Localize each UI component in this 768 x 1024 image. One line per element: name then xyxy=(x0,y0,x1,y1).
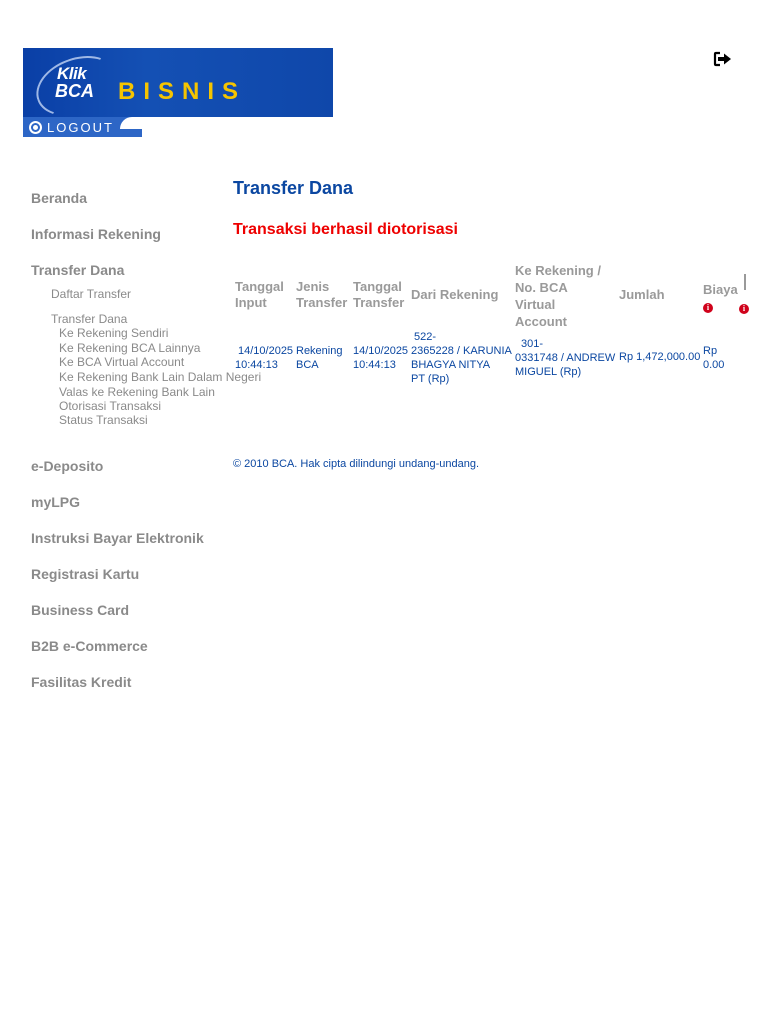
sidebar-link-otorisasi-transaksi[interactable]: Otorisasi Transaksi xyxy=(59,399,162,413)
logo-klik-text: Klik xyxy=(57,64,87,83)
sidebar-item-beranda[interactable]: Beranda xyxy=(31,190,88,206)
sidebar-item-mylpg[interactable]: myLPG xyxy=(31,494,81,510)
brand-title: BISNIS xyxy=(118,78,247,105)
sidebar-item-registrasi-kartu[interactable]: Registrasi Kartu xyxy=(31,566,140,582)
cell-biaya: Rp 0.00 xyxy=(703,345,725,371)
column-header-tanggal-input: Tanggal Input xyxy=(235,279,284,310)
sidebar-link-status-transaksi[interactable]: Status Transaksi xyxy=(59,413,148,427)
sidebar-link-ke-rekening-sendiri[interactable]: Ke Rekening Sendiri xyxy=(59,326,169,340)
cell-dari-rekening: 522- 2365228 / KARUNIA BHAGYA NITYA PT (Rp) xyxy=(411,331,512,385)
column-header-tanggal-transfer: Tanggal Transfer xyxy=(353,279,405,310)
radio-circle-icon xyxy=(29,121,42,134)
info-circle-icon[interactable]: i xyxy=(703,303,713,313)
page-title: Transfer Dana xyxy=(233,178,354,198)
column-header-biaya: Biaya i xyxy=(703,282,738,312)
column-header-cutoff xyxy=(743,274,768,315)
cell-tanggal-input: 14/10/2025 10:44:13 xyxy=(235,345,294,371)
sidebar-item-informasi-rekening[interactable]: Informasi Rekening xyxy=(31,226,161,242)
header-banner xyxy=(23,48,333,117)
klikbca-logo xyxy=(33,54,119,110)
sidebar-item-b2b-ecommerce[interactable]: B2B e-Commerce xyxy=(31,638,148,654)
sidebar-subitem-daftar-transfer[interactable]: Daftar Transfer xyxy=(51,287,132,301)
status-message: Transaksi berhasil diotorisasi xyxy=(233,221,458,238)
cell-ke-rekening: 301- 0331748 / ANDREW MIGUEL (Rp) xyxy=(515,338,616,378)
cell-jenis-transfer: Rekening BCA xyxy=(296,345,343,371)
cell-tanggal-transfer: 14/10/2025 10:44:13 xyxy=(353,345,409,371)
sidebar-link-ke-rekening-bca-lainnya[interactable]: Ke Rekening BCA Lainnya xyxy=(59,341,201,355)
sidebar-item-transfer-dana[interactable]: Transfer Dana xyxy=(31,262,125,278)
sidebar-item-e-deposito[interactable]: e-Deposito xyxy=(31,458,104,474)
column-header-jenis-transfer: Jenis Transfer xyxy=(296,279,348,310)
column-header-jumlah: Jumlah xyxy=(619,287,665,302)
cell-jumlah: Rp 1,472,000.00 xyxy=(619,351,701,363)
sidebar-item-instruksi-bayar-elektronik[interactable]: Instruksi Bayar Elektronik xyxy=(31,530,204,546)
logout-label: LOGOUT xyxy=(47,119,114,135)
logo-bca-text: BCA xyxy=(55,81,94,101)
sidebar-item-business-card[interactable]: Business Card xyxy=(31,602,130,618)
info-circle-icon[interactable]: i xyxy=(739,304,749,314)
sidebar-item-fasilitas-kredit[interactable]: Fasilitas Kredit xyxy=(31,674,132,690)
copyright-footer: © 2010 BCA. Hak cipta dilindungi undang-undang. xyxy=(233,458,479,470)
sidebar-link-ke-bca-virtual-account[interactable]: Ke BCA Virtual Account xyxy=(59,355,185,369)
sidebar-link-ke-rekening-bank-lain[interactable]: Ke Rekening Bank Lain Dalam Negeri xyxy=(59,370,262,384)
logout-tab-curve xyxy=(120,117,144,129)
truncated-header-fragment xyxy=(744,274,768,290)
column-header-ke-rekening: Ke Rekening / No. BCA Virtual Account xyxy=(515,263,601,329)
sidebar-link-valas-ke-rekening-bank-lain[interactable]: Valas ke Rekening Bank Lain xyxy=(59,385,215,399)
column-header-dari-rekening: Dari Rekening xyxy=(411,287,499,302)
sidebar-subitem-transfer-dana[interactable]: Transfer Dana xyxy=(51,312,128,326)
sign-out-icon[interactable] xyxy=(713,50,733,68)
